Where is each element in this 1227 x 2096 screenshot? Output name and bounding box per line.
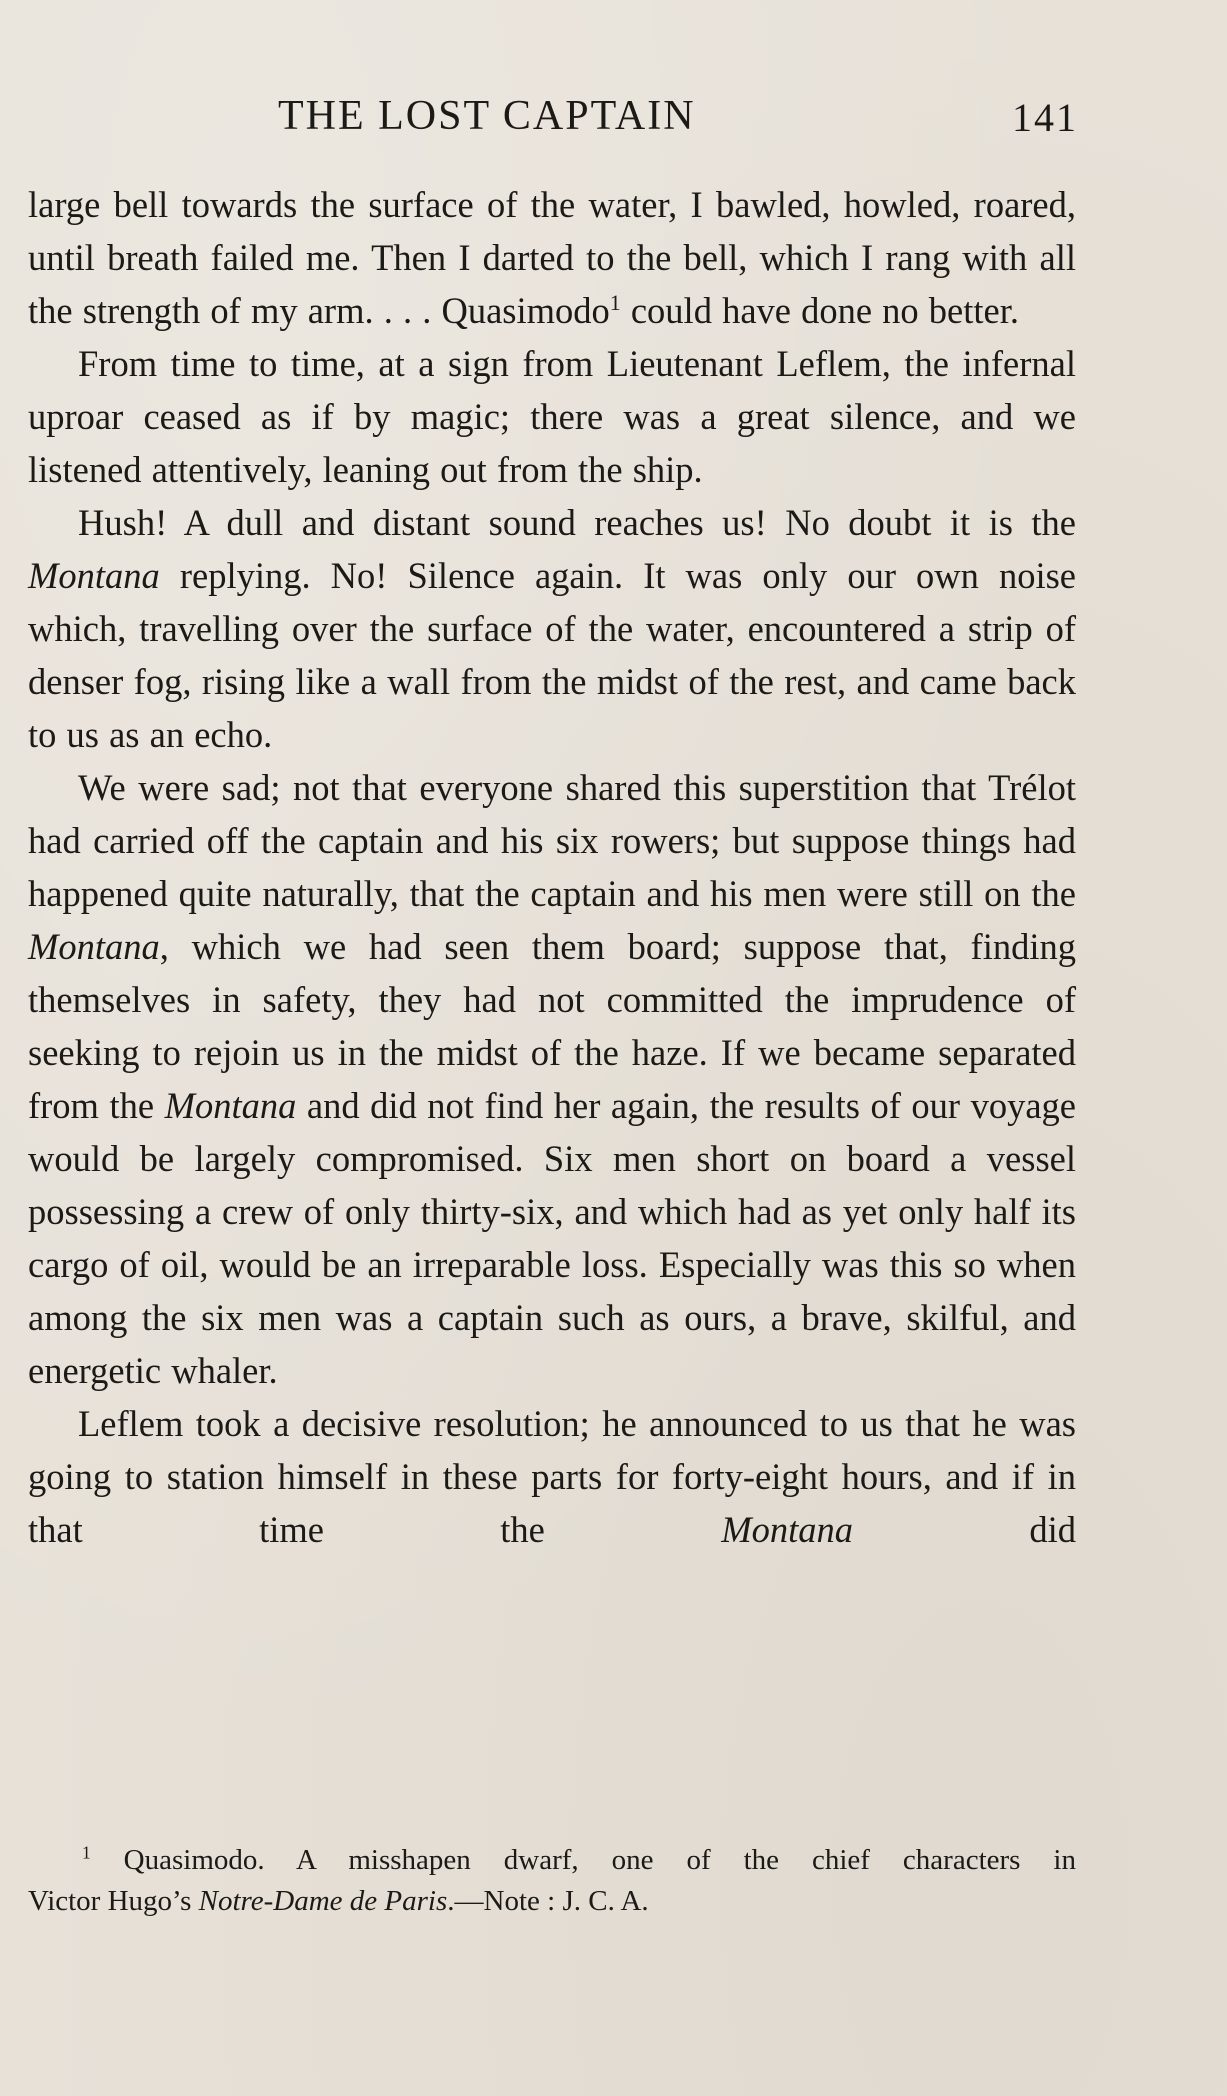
paragraph-text: Hush! A dull and distant sound reaches us! No doubt it is the <box>78 502 1076 543</box>
paragraph <box>28 337 1076 496</box>
running-head <box>28 92 1078 152</box>
paragraph-text: replying. No! Silence again. It was only our own noise which, travelling over the surface of the water, encountered a strip of denser fog, rising like a wall from the midst of the rest, and came back to us as an echo. <box>28 555 1076 755</box>
running-title: THE LOST CAPTAIN <box>278 93 696 139</box>
paragraph-text: large bell towards the surface of the water, I bawled, howled, roared, until breath failed me. Then I darted to the bell, which I rang with all the strength of my arm. . . . Quasimodo <box>28 184 1076 331</box>
footnote-text: .—Note : J. C. A. <box>447 1885 649 1917</box>
body-text <box>28 178 1076 1556</box>
page-number: 141 <box>1012 95 1078 140</box>
footnote <box>28 1840 1076 1922</box>
footnote-text: Victor Hugo’s <box>28 1885 199 1917</box>
book-title: Notre-Dame de Paris <box>198 1885 448 1917</box>
paragraph <box>28 496 1076 761</box>
paragraph-text: From time to time, at a sign from Lieutenant Leflem, the infernal uproar ceased as if by magic; there was a great silence, and we listened attentively, leaning out from the ship. <box>28 343 1076 490</box>
ship-name: Montana <box>164 1085 297 1126</box>
footnote-reference: 1 <box>609 289 621 315</box>
ship-name: Montana <box>28 555 160 596</box>
footnote-line <box>28 1881 1076 1922</box>
paragraph-text: Leflem took a decisive resolution; he announced to us that he was going to station himself in these parts for forty-eight hours, and if in that time the <box>28 1403 1076 1550</box>
paragraph-text: , which we had seen them board; suppose that, finding themselves in safety, they had not committed the imprudence of seeking to rejoin us in the midst of the haze. If we became separated from the <box>28 926 1076 1126</box>
paragraph <box>28 178 1076 337</box>
paragraph-text: We were sad; not that everyone shared this superstition that Trélot had carried off the captain and his six rowers; but suppose things had happened quite naturally, that the captain and his men were still on the <box>28 767 1076 914</box>
paragraph-text: and did not find her again, the results of our voyage would be largely compromised. Six men short on board a vessel possessing a crew of only thirty-six, and which had as yet only half its cargo of oil, would be an irreparable loss. Especially was this so when among the six men was a captain such as ours, a brave, skilful, and energetic whaler. <box>28 1085 1076 1391</box>
footnote-text: Quasimodo. A misshapen dwarf, one of the chief characters in <box>90 1844 1076 1876</box>
footnote-marker: 1 <box>82 1842 91 1863</box>
paragraph <box>28 1397 1076 1556</box>
ship-name: Montana <box>721 1509 854 1550</box>
paragraph <box>28 761 1076 1397</box>
footnote-line <box>28 1840 1076 1881</box>
ship-name: Montana <box>28 926 160 967</box>
paragraph-text: could have done no better. <box>620 290 1020 331</box>
paragraph-text: did <box>853 1509 1076 1550</box>
